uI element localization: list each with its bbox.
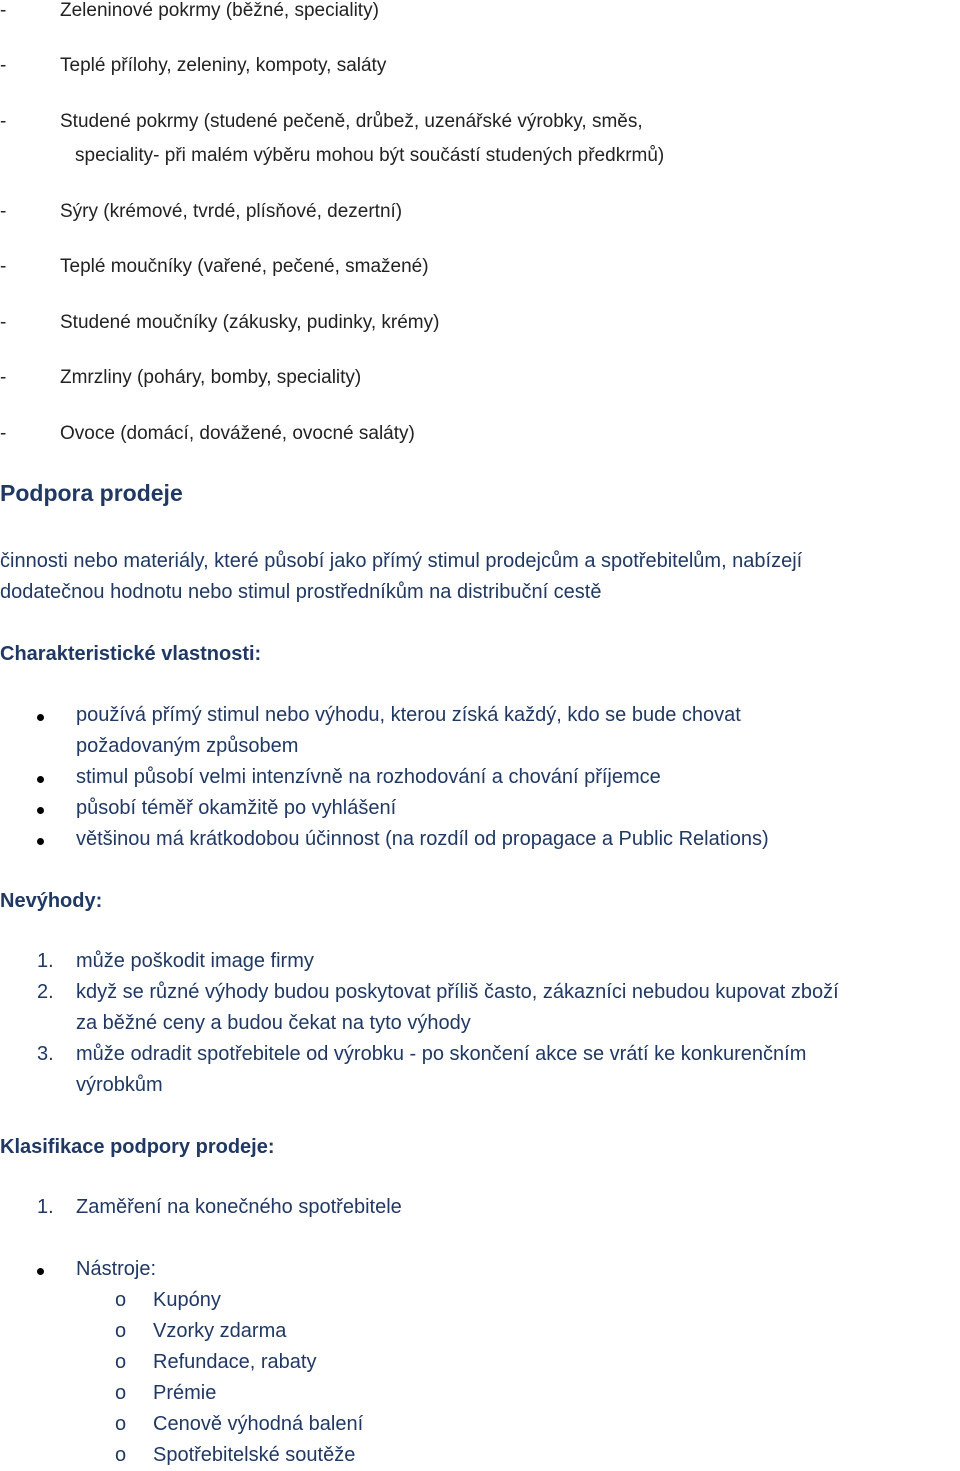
list-item-text: Ovoce (domácí, dovážené, ovocné saláty) (60, 423, 415, 444)
circle-bullet-icon: o (115, 1444, 127, 1466)
circle-bullet-icon: o (115, 1320, 127, 1342)
list-item-text: může poškodit image firmy (76, 950, 314, 972)
dash-marker: - (0, 423, 7, 444)
dash-marker: - (0, 0, 7, 21)
list-item-text: Zeleninové pokrmy (běžné, speciality) (60, 0, 379, 21)
bullet-icon (37, 838, 44, 845)
dash-marker: - (0, 111, 7, 132)
list-item-text: Cenově výhodná balení (153, 1413, 364, 1435)
list-item-text: Spotřebitelské soutěže (153, 1444, 356, 1466)
list-item-text: Sýry (krémové, tvrdé, plísňové, dezertní) (60, 201, 403, 222)
list-item-text: Teplé přílohy, zeleniny, kompoty, saláty (60, 55, 387, 76)
list-item-text: když se různé výhody budou poskytovat příliš často, zákazníci nebudou kupovat zboží (76, 981, 839, 1003)
definition-line: dodatečnou hodnotu nebo stimul prostředníkům na distribuční cestě (0, 581, 602, 603)
section-heading: Podpora prodeje (0, 480, 183, 506)
list-number: 1. (37, 1196, 54, 1218)
circle-bullet-icon: o (115, 1413, 127, 1435)
characteristics-heading: Charakteristické vlastnosti: (0, 643, 262, 665)
circle-bullet-icon: o (115, 1289, 127, 1311)
list-item-text: většinou má krátkodobou účinnost (na rozdíl od propagace a Public Relations) (76, 828, 769, 850)
dash-marker: - (0, 367, 7, 388)
list-item-text: Studené moučníky (zákusky, pudinky, krémy) (60, 312, 440, 333)
dash-marker: - (0, 312, 7, 333)
list-item-text: může odradit spotřebitele od výrobku - po skončení akce se vrátí ke konkurenčním (76, 1043, 807, 1065)
list-item-text: Teplé moučníky (vařené, pečené, smažené) (60, 256, 429, 277)
dash-marker: - (0, 201, 7, 222)
definition-line: činnosti nebo materiály, které působí jako přímý stimul prodejcům a spotřebitelům, nabízejí (0, 550, 803, 572)
list-item-text: používá přímý stimul nebo výhodu, kterou získá každý, kdo se bude chovat (76, 704, 741, 726)
list-item-continuation: speciality- při malém výběru mohou být součástí studených předkrmů) (75, 145, 665, 166)
list-item-text: působí téměř okamžitě po vyhlášení (76, 797, 397, 819)
list-number: 1. (37, 950, 54, 972)
list-item-text: Prémie (153, 1382, 217, 1404)
dash-marker: - (0, 256, 7, 277)
list-item-text: Studené pokrmy (studené pečeně, drůbež, uzenářské výrobky, směs, (60, 111, 643, 132)
list-item-text: Kupóny (153, 1289, 221, 1311)
bullet-icon (37, 1268, 44, 1275)
tools-label: Nástroje: (76, 1258, 157, 1280)
list-item-text: požadovaným způsobem (76, 735, 299, 757)
bullet-icon (37, 776, 44, 783)
list-number: 3. (37, 1043, 54, 1065)
circle-bullet-icon: o (115, 1351, 127, 1373)
circle-bullet-icon: o (115, 1382, 127, 1404)
list-item-text: stimul působí velmi intenzívně na rozhodování a chování příjemce (76, 766, 661, 788)
list-item-text: Refundace, rabaty (153, 1351, 317, 1373)
dash-marker: - (0, 55, 7, 76)
list-item-text: za běžné ceny a budou čekat na tyto výhody (76, 1012, 471, 1034)
list-item-text: výrobkům (76, 1074, 163, 1096)
list-item-text: Vzorky zdarma (153, 1320, 287, 1342)
list-number: 2. (37, 981, 54, 1003)
bullet-icon (37, 807, 44, 814)
list-item-text: Zmrzliny (poháry, bomby, speciality) (60, 367, 362, 388)
bullet-icon (37, 714, 44, 721)
classification-heading: Klasifikace podpory prodeje: (0, 1136, 275, 1158)
list-item-text: Zaměření na konečného spotřebitele (76, 1196, 402, 1218)
disadvantages-heading: Nevýhody: (0, 890, 103, 912)
